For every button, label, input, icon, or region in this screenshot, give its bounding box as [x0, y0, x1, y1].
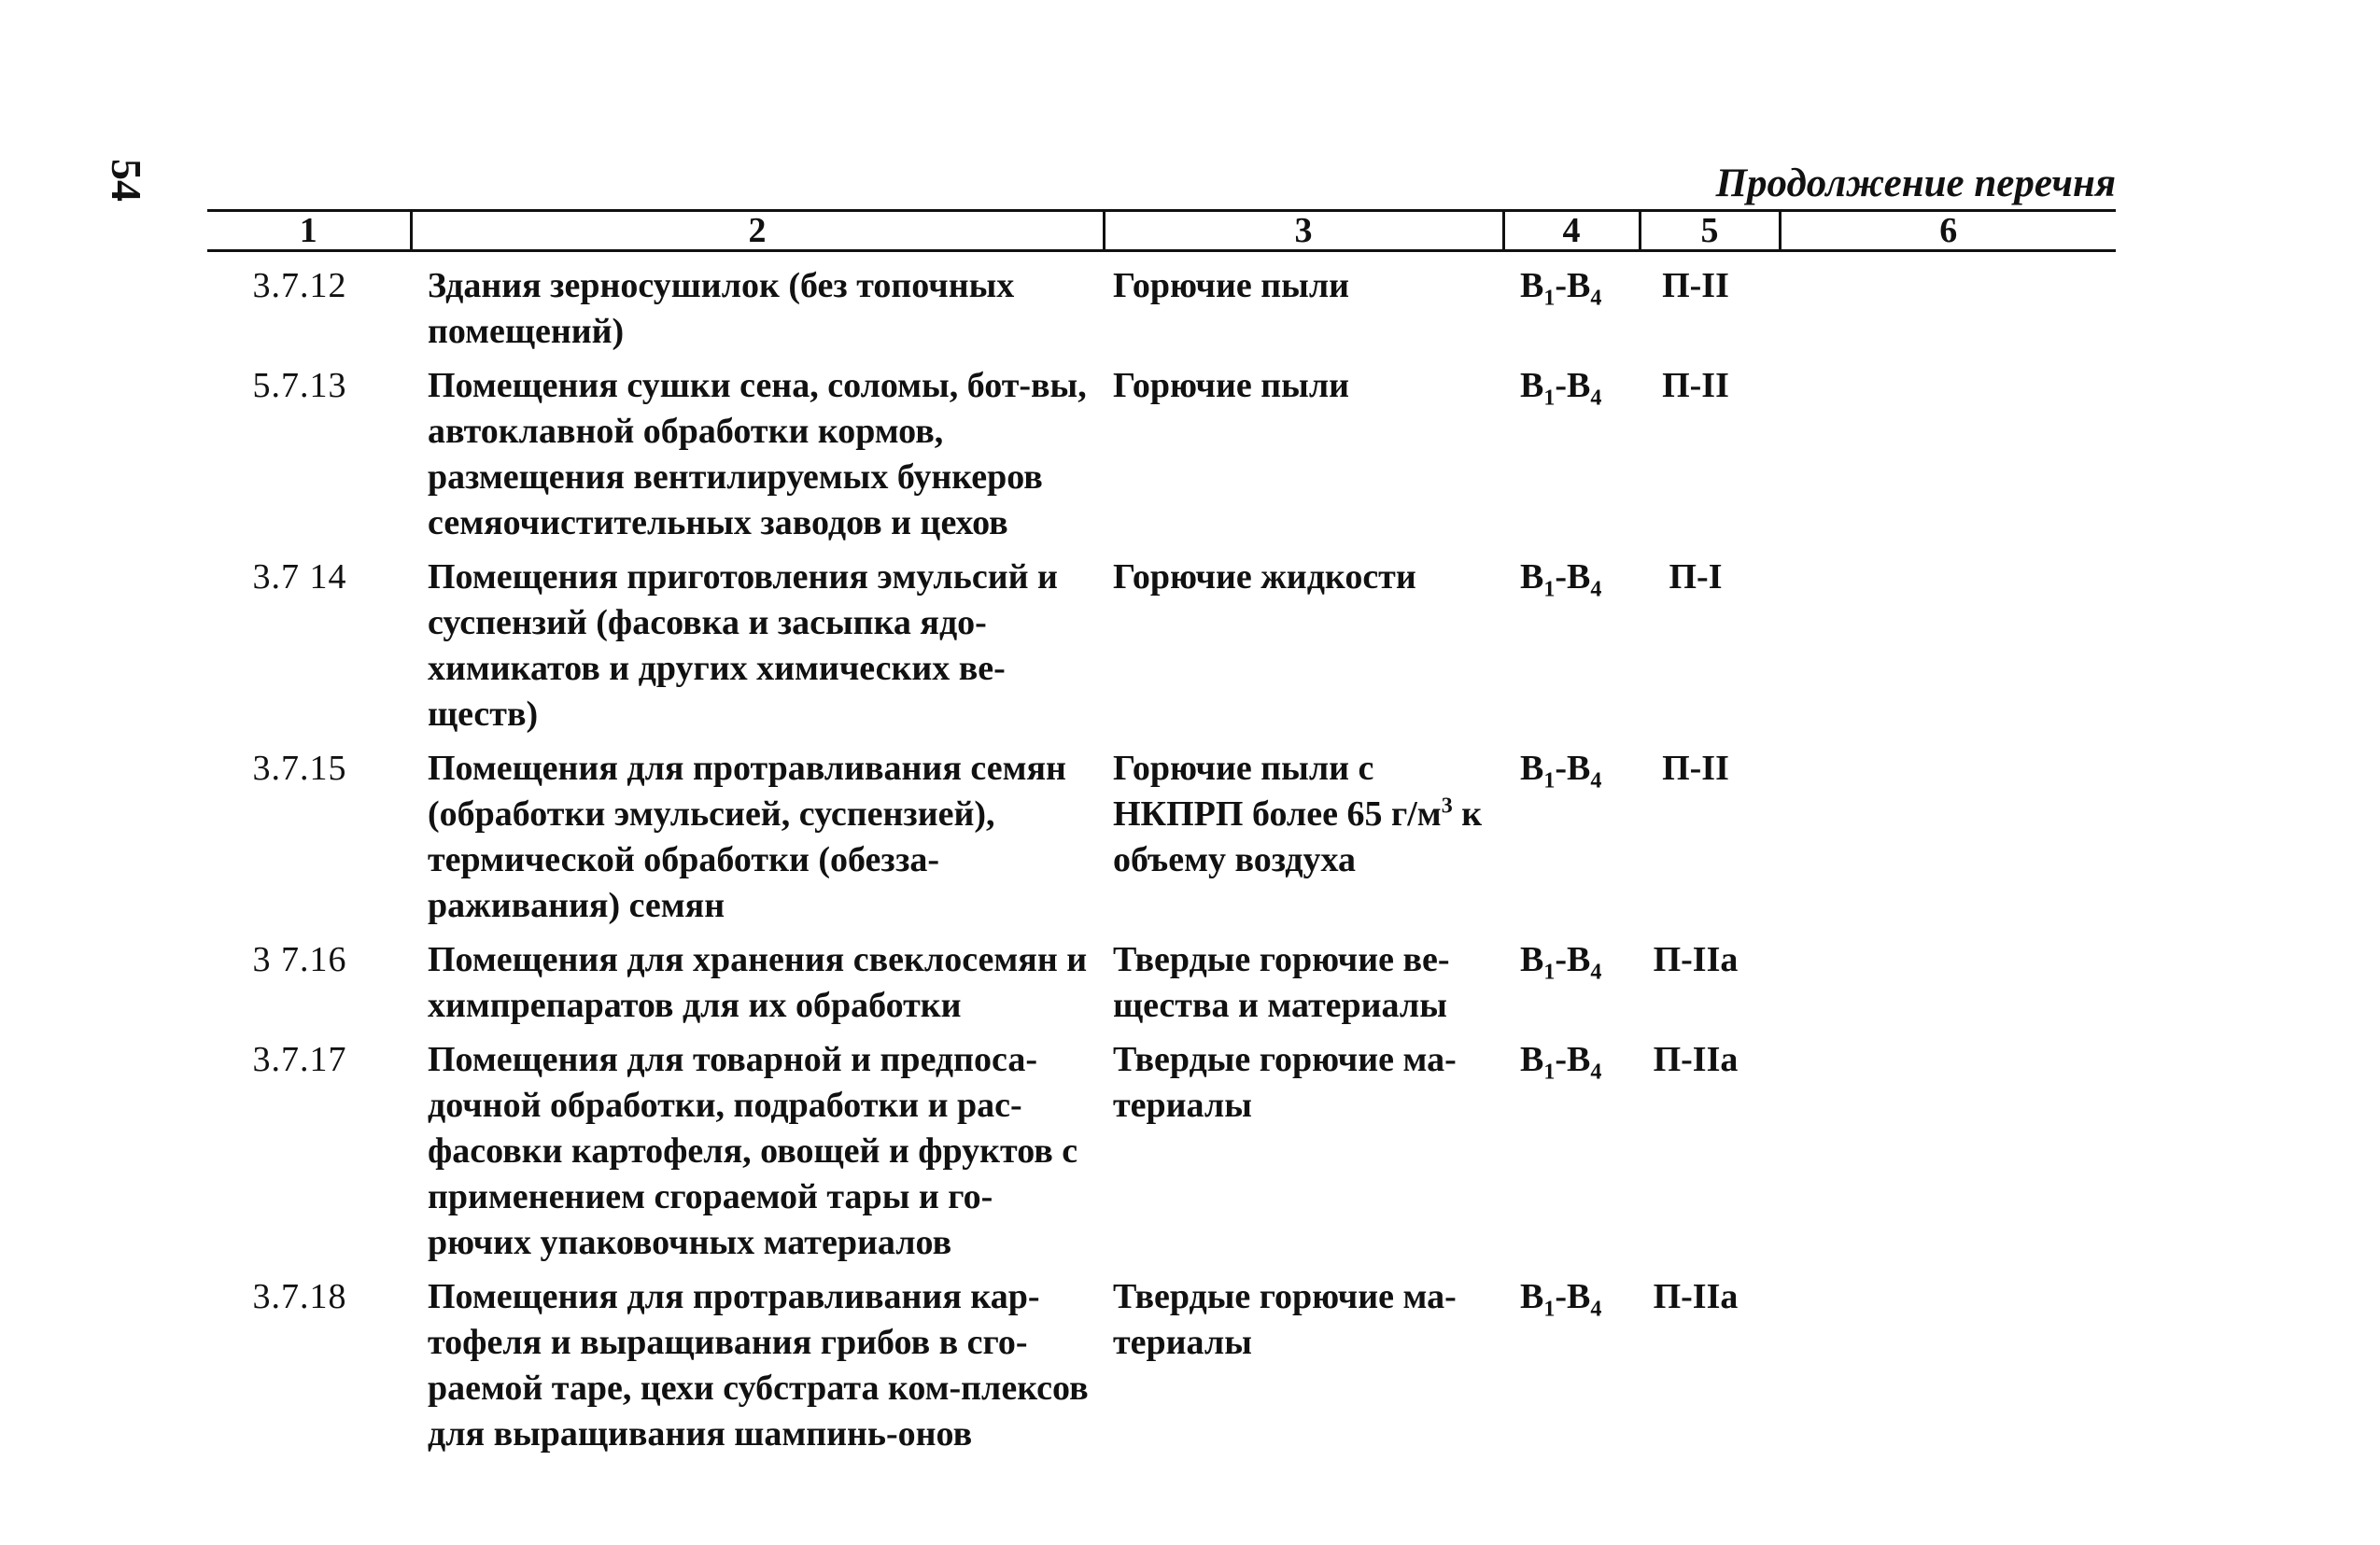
category-subscript: 4 [1590, 577, 1602, 602]
category-cell [1503, 740, 1640, 932]
table-row [207, 1269, 2116, 1460]
item-number: 3.7.12 [252, 266, 347, 305]
category-cell [1503, 1269, 1640, 1460]
category-subscript: 1 [1543, 577, 1556, 602]
column-6-cell [1780, 740, 2116, 932]
substance-cell [1104, 251, 1503, 358]
category-subscript: 4 [1590, 960, 1602, 985]
page-number: 54 [103, 159, 150, 202]
substance-text: Твердые горючие ма-териалы [1113, 1277, 1457, 1362]
substance-cell [1104, 740, 1503, 932]
item-number: 3.7.18 [252, 1277, 347, 1316]
zone-class: П-IIa [1653, 940, 1739, 979]
zone-class: П-II [1662, 266, 1729, 305]
substance-cell [1104, 358, 1503, 549]
premises-name: Помещения приготовления эмульсий и суспензий (фасовка и засыпка ядо-химикатов и других химических ве-ществ) [428, 557, 1058, 734]
column-6-cell [1780, 358, 2116, 549]
substance-text: Горючие пыли [1113, 366, 1350, 405]
category-subscript: 1 [1543, 386, 1556, 411]
category-cell [1503, 251, 1640, 358]
category-cell [1503, 549, 1640, 740]
zone-class: П-II [1662, 749, 1729, 788]
zone-class: П-IIa [1653, 1277, 1739, 1316]
category-subscript: 1 [1543, 1297, 1556, 1322]
column-header: 4 [1503, 211, 1640, 251]
category-subscript: 4 [1590, 1297, 1602, 1322]
substance-text: Горючие пыли [1113, 266, 1350, 305]
category-letter: В [1520, 1040, 1544, 1079]
table-row [207, 932, 2116, 1032]
column-6-cell [1780, 251, 2116, 358]
category-subscript: 4 [1590, 768, 1602, 794]
premises-name: Помещения для товарной и предпоса-дочной обработки, подработки и рас-фасовки картофеля, овощей и фруктов с применением сгораемой тары и го-рючих упаковочных материалов [428, 1040, 1078, 1262]
category-letter: В [1520, 366, 1544, 405]
substance-cell [1104, 932, 1503, 1032]
substance-cell [1104, 1269, 1503, 1460]
category-cell [1503, 932, 1640, 1032]
table-header-row [207, 211, 2116, 251]
substance-text: Твердые горючие ма-териалы [1113, 1040, 1457, 1125]
premises-name: Помещения для хранения свеклосемян и химпрепаратов для их обработки [428, 940, 1088, 1025]
column-6-cell [1780, 549, 2116, 740]
column-header: 6 [1780, 211, 2116, 251]
item-number: 5.7.13 [252, 366, 347, 405]
substance-tail: к объему воздуха [1113, 794, 1483, 879]
substance-cell [1104, 549, 1503, 740]
category-cell [1503, 358, 1640, 549]
table-row [207, 740, 2116, 932]
category-subscript: 1 [1543, 960, 1556, 985]
category-letter: В [1520, 749, 1544, 788]
hazard-table [207, 209, 2116, 1460]
category-subscript: 1 [1543, 1060, 1556, 1085]
zone-class: П-II [1662, 366, 1729, 405]
superscript: 3 [1441, 794, 1453, 819]
category-subscript: 1 [1543, 286, 1556, 311]
column-header: 3 [1104, 211, 1503, 251]
premises-name: Помещения для протравливания семян (обработки эмульсией, суспензией), термической обработки (обезза-раживания) семян [428, 749, 1066, 925]
substance-text: Горючие жидкости [1113, 557, 1416, 597]
column-header: 5 [1640, 211, 1780, 251]
category-letter: В [1520, 1277, 1544, 1316]
premises-name: Помещения для протравливания кар-тофеля и выращивания грибов в сго-раемой таре, цехи субстрата ком-плексов для выращивания шампинь-онов [428, 1277, 1089, 1454]
table-row [207, 549, 2116, 740]
category-letter: В [1520, 557, 1544, 597]
item-number: 3.7.17 [252, 1040, 347, 1079]
category-separator: -В [1555, 749, 1591, 788]
category-subscript: 4 [1590, 1060, 1602, 1085]
category-separator: -В [1555, 266, 1591, 305]
table-row [207, 251, 2116, 358]
column-6-cell [1780, 1269, 2116, 1460]
premises-name: Здания зерносушилок (без топочных помещений) [428, 266, 1015, 351]
category-subscript: 4 [1590, 386, 1602, 411]
category-separator: -В [1555, 366, 1591, 405]
zone-class: П-I [1669, 557, 1723, 597]
column-6-cell [1780, 1032, 2116, 1269]
category-subscript: 4 [1590, 286, 1602, 311]
continuation-label: Продолжение перечня [1715, 162, 2116, 205]
table-row [207, 358, 2116, 549]
column-header: 1 [207, 211, 411, 251]
category-cell [1503, 1032, 1640, 1269]
item-number: 3.7 14 [252, 557, 347, 597]
premises-name: Помещения сушки сена, соломы, бот-вы, автоклавной обработки кормов, размещения вентилируемых бункеров семяочистительных заводов и цехов [428, 366, 1087, 542]
column-header: 2 [411, 211, 1104, 251]
item-number: 3 7.16 [252, 940, 347, 979]
table-body [207, 251, 2116, 1461]
column-6-cell [1780, 932, 2116, 1032]
category-separator: -В [1555, 940, 1591, 979]
substance-text: Горючие пыли с НКПРП более 65 г/м [1113, 749, 1442, 834]
category-separator: -В [1555, 557, 1591, 597]
table-row [207, 1032, 2116, 1269]
substance-cell [1104, 1032, 1503, 1269]
category-letter: В [1520, 940, 1544, 979]
category-subscript: 1 [1543, 768, 1556, 794]
category-letter: В [1520, 266, 1544, 305]
zone-class: П-IIa [1653, 1040, 1739, 1079]
item-number: 3.7.15 [252, 749, 347, 788]
substance-text: Твердые горючие ве-щества и материалы [1113, 940, 1450, 1025]
category-separator: -В [1555, 1040, 1591, 1079]
category-separator: -В [1555, 1277, 1591, 1316]
